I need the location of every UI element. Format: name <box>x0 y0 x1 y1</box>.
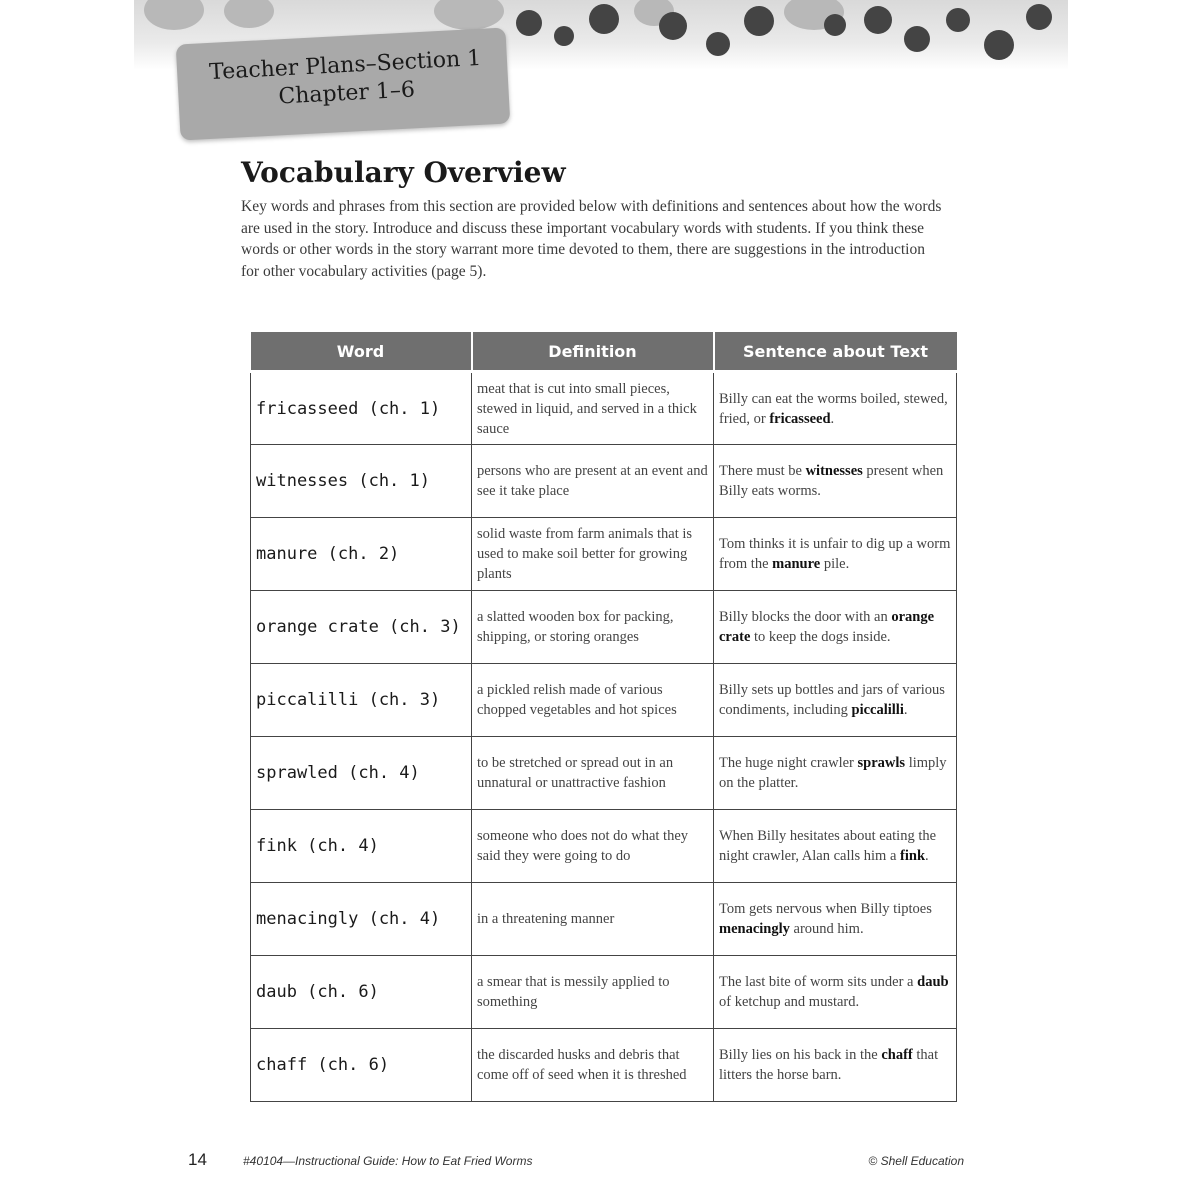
table-row <box>251 664 957 737</box>
table-row <box>251 1029 957 1102</box>
sentence-text: Billy can eat the worms boiled, stewed, fried, or <box>719 390 948 427</box>
sentence-text: limply on the platter. <box>719 755 947 791</box>
vocab-sentence <box>714 664 957 737</box>
sentence-keyword: fricasseed <box>769 410 831 427</box>
sentence-text: Billy lies on his back in the <box>719 1047 882 1063</box>
vocab-definition: a pickled relish made of various chopped vegetables and hot spices <box>472 664 714 737</box>
vocab-sentence <box>714 810 957 883</box>
table-row <box>251 591 957 664</box>
sentence-text: . <box>830 410 835 427</box>
vocab-word: orange crate (ch. 3) <box>251 591 472 664</box>
table-row <box>251 372 957 445</box>
vocab-definition: persons who are present at an event and see it take place <box>472 445 714 518</box>
section-label: Teacher Plans–Section 1 <box>208 45 482 86</box>
intro-paragraph: Key words and phrases from this section are provided below with definitions and sentences about how the words are used in the story. Introduce and discuss these important vocabulary words with students. If you think these words or other words in the story warrant more time devoted to them, there are suggestions in the introduction for other vocabulary activities (page 5). <box>241 198 942 280</box>
vocab-word: menacingly (ch. 4) <box>251 883 472 956</box>
vocab-definition: a smear that is messily applied to something <box>472 956 714 1029</box>
vocab-sentence <box>714 518 957 591</box>
sentence-text: . <box>925 848 929 864</box>
vocab-definition: solid waste from farm animals that is used to make soil better for growing plants <box>472 518 714 591</box>
sentence-keyword: orange crate <box>719 609 935 645</box>
sentence-text: There must be <box>719 463 806 479</box>
sentence-text: around him. <box>789 921 864 937</box>
header-word: Word <box>251 332 472 372</box>
footer-book-title: #40104—Instructional Guide: How to Eat Fried Worms <box>243 1154 533 1168</box>
sentence-keyword: witnesses <box>805 463 863 479</box>
vocab-sentence <box>714 883 957 956</box>
sentence-keyword: piccalilli <box>851 702 904 718</box>
vocab-definition: the discarded husks and debris that come off of seed when it is threshed <box>472 1029 714 1102</box>
vocab-word: piccalilli (ch. 3) <box>251 664 472 737</box>
sentence-text: Billy blocks the door with an <box>719 609 892 625</box>
sentence-text: present when Billy eats worms. <box>719 463 944 499</box>
vocab-word: sprawled (ch. 4) <box>251 737 472 810</box>
table-row <box>251 810 957 883</box>
sentence-text: Billy sets up bottles and jars of various condiments, including <box>719 682 945 718</box>
vocab-definition: a slatted wooden box for packing, shipping, or storing oranges <box>472 591 714 664</box>
table-header-row <box>251 332 957 372</box>
sentence-keyword: menacingly <box>719 921 790 937</box>
sentence-text: to keep the dogs inside. <box>750 629 891 645</box>
sentence-text: of ketchup and mustard. <box>719 994 860 1010</box>
vocab-word: daub (ch. 6) <box>251 956 472 1029</box>
sentence-keyword: chaff <box>881 1047 913 1063</box>
sentence-text: When Billy hesitates about eating the night crawler, Alan calls him a <box>719 828 937 864</box>
sentence-keyword: sprawls <box>857 755 906 771</box>
table-row <box>251 883 957 956</box>
vocab-word: chaff (ch. 6) <box>251 1029 472 1102</box>
vocab-sentence <box>714 737 957 810</box>
vocab-sentence <box>714 591 957 664</box>
vocab-sentence <box>714 1029 957 1102</box>
sentence-text: The huge night crawler <box>719 755 858 771</box>
header-definition: Definition <box>472 332 714 372</box>
page-title: Vocabulary Overview <box>241 156 566 189</box>
table-row <box>251 956 957 1029</box>
vocab-definition: in a threatening manner <box>472 883 714 956</box>
sentence-keyword: manure <box>772 556 821 572</box>
footer-copyright: © Shell Education <box>868 1154 964 1168</box>
sentence-text: pile. <box>820 556 850 572</box>
sentence-keyword: fink <box>900 848 926 864</box>
vocab-sentence <box>714 956 957 1029</box>
sentence-text: that litters the horse barn. <box>719 1047 939 1083</box>
sentence-text: The last bite of worm sits under a <box>719 974 918 990</box>
sentence-text: Tom thinks it is unfair to dig up a worm from the <box>719 536 951 572</box>
vocab-definition: to be stretched or spread out in an unnatural or unattractive fashion <box>472 737 714 810</box>
header-sentence: Sentence about Text <box>714 332 957 372</box>
vocab-definition: someone who does not do what they said they were going to do <box>472 810 714 883</box>
vocab-word: fink (ch. 4) <box>251 810 472 883</box>
sentence-text: Tom gets nervous when Billy tiptoes <box>719 901 932 917</box>
sentence-text: . <box>903 702 908 718</box>
vocabulary-table <box>250 332 957 1102</box>
table-row <box>251 445 957 518</box>
table-row <box>251 737 957 810</box>
chapter-label: Chapter 1–6 <box>277 77 416 110</box>
vocab-word: witnesses (ch. 1) <box>251 445 472 518</box>
page-number: 14 <box>188 1150 207 1169</box>
vocab-definition: meat that is cut into small pieces, stewed in liquid, and served in a thick sauce <box>472 372 714 445</box>
table-row <box>251 518 957 591</box>
vocab-word: manure (ch. 2) <box>251 518 472 591</box>
sentence-keyword: daub <box>917 974 949 990</box>
vocab-word: fricasseed (ch. 1) <box>251 372 472 445</box>
vocab-sentence <box>714 372 957 445</box>
vocab-sentence <box>714 445 957 518</box>
